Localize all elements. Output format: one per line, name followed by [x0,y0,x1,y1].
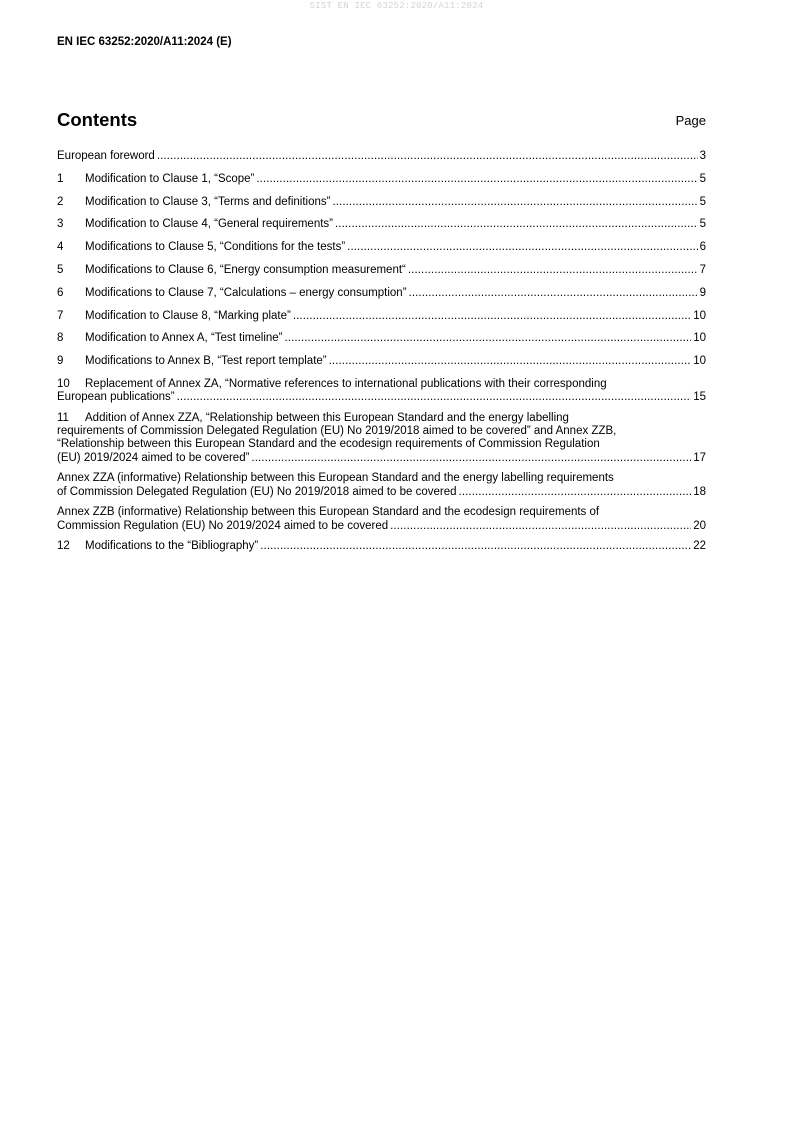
toc-entry-text: Modification to Annex A, “Test timeline” [85,332,283,345]
toc-entry-title [57,520,388,533]
toc-dot-leader [251,452,691,465]
toc-entry-number: 4 [57,241,64,254]
toc-entry-final-line [57,287,706,300]
toc-entry-title [57,355,327,368]
toc-entry-text-line [57,378,706,391]
toc-entry-title [57,486,457,499]
toc-entry-title [57,218,333,231]
toc-entry-final-line [57,391,706,404]
toc-entry-final-line [57,452,706,465]
table-of-contents [57,150,706,563]
toc-dot-leader [390,520,691,533]
toc-entry-number: 1 [57,172,64,185]
watermark-text: SIST EN IEC 63252:2020/A11:2024 [309,1,484,11]
toc-entry-text: European publications” [57,391,175,404]
toc-entry[interactable] [57,287,706,300]
toc-entry-title [57,391,175,404]
toc-entry-number: 7 [57,309,64,322]
toc-entry-title [57,310,291,323]
toc-entry-final-line [57,355,706,368]
toc-entry-text: Modifications to Clause 5, “Conditions for the tests” [85,241,346,254]
toc-entry[interactable] [57,218,706,231]
toc-entry-final-line [57,332,706,345]
toc-entry-title [57,332,283,345]
toc-entry[interactable] [57,264,706,277]
toc-page-number: 10 [693,355,706,368]
toc-dot-leader [329,355,692,368]
toc-dot-leader [177,391,692,404]
toc-entry[interactable] [57,378,706,404]
toc-entry-title [57,173,254,186]
toc-entry[interactable] [57,332,706,345]
toc-page-number: 5 [699,218,706,231]
toc-entry-final-line [57,540,706,553]
toc-entry-number: 8 [57,332,64,345]
toc-entry[interactable] [57,196,706,209]
toc-entry-title [57,452,249,465]
toc-dot-leader [285,332,692,345]
toc-entry-title [57,287,407,300]
toc-page-number: 10 [693,332,706,345]
toc-dot-leader [459,486,692,499]
toc-entry-text: “Relationship between this European Standard and the ecodesign requirements of Commission Regulation [57,438,600,451]
toc-page-number: 18 [693,485,706,498]
toc-dot-leader [347,241,697,254]
toc-entry-text: Annex ZZB (informative) Relationship between this European Standard and the ecodesign requirements of [57,506,600,519]
toc-entry-title [57,264,406,277]
toc-page-number: 22 [693,540,706,553]
toc-dot-leader [409,287,698,300]
toc-page-number: 5 [699,172,706,185]
toc-entry[interactable] [57,540,706,553]
toc-entry-text-line [57,506,706,519]
toc-entry-number: 5 [57,263,64,276]
toc-entry[interactable] [57,173,706,186]
toc-entry[interactable] [57,412,706,465]
toc-dot-leader [408,264,698,277]
toc-entry-text-line [57,425,706,438]
toc-entry-final-line [57,241,706,254]
toc-entry-text: Modification to Clause 3, “Terms and definitions” [85,195,331,208]
toc-page-column-label: Page [675,113,706,128]
toc-entry-title [57,241,345,254]
toc-entry[interactable] [57,310,706,323]
toc-dot-leader [157,150,698,163]
toc-entry-text: Modification to Clause 8, “Marking plate” [85,309,291,322]
toc-entry-final-line [57,486,706,499]
toc-entry-text-line [57,412,706,425]
toc-page-number: 15 [693,391,706,404]
toc-entry-text: Replacement of Annex ZA, “Normative references to international publications with their corresponding [85,377,607,390]
toc-entry-text: Modifications to Clause 6, “Energy consumption measurement“ [85,263,406,276]
toc-entry-number: 9 [57,355,64,368]
toc-dot-leader [256,173,697,186]
toc-title: Contents [57,109,138,130]
toc-entry-text: requirements of Commission Delegated Regulation (EU) No 2019/2018 aimed to be covered” and Annex ZZB, [57,425,617,438]
toc-entry-title [57,540,258,553]
toc-entry-text: Annex ZZA (informative) Relationship between this European Standard and the energy labelling requirements [57,472,614,485]
toc-entry-number: 2 [57,195,64,208]
toc-entry-final-line [57,150,706,163]
toc-entry-text: Modification to Clause 1, “Scope” [85,172,255,185]
toc-page-number: 9 [699,286,706,299]
toc-dot-leader [332,196,697,209]
document-identifier: EN IEC 63252:2020/A11:2024 (E) [57,36,232,48]
toc-dot-leader [293,310,691,323]
toc-page-number: 6 [699,241,706,254]
toc-entry[interactable] [57,241,706,254]
toc-entry-text: European foreword [57,150,155,162]
toc-entry-text: Modifications to the “Bibliography” [85,540,259,553]
toc-entry-title [57,150,155,163]
toc-entry-final-line [57,520,706,533]
toc-dot-leader [335,218,698,231]
toc-entry-number: 6 [57,286,64,299]
toc-page-number: 17 [693,451,706,464]
toc-entry-text: of Commission Delegated Regulation (EU) No 2019/2018 aimed to be covered [57,485,457,498]
toc-entry-text-line [57,472,706,485]
toc-page-number: 10 [693,309,706,322]
toc-page-number: 7 [699,263,706,276]
toc-entry-title [57,196,330,209]
toc-entry-text: Modifications to Annex B, “Test report template” [85,355,327,368]
toc-page-number: 20 [693,519,706,532]
toc-entry-final-line [57,310,706,323]
toc-entry-text: Addition of Annex ZZA, “Relationship between this European Standard and the energy labelling [85,411,569,424]
toc-entry[interactable] [57,355,706,368]
toc-entry-final-line [57,218,706,231]
toc-entry-text: (EU) 2019/2024 aimed to be covered” [57,451,250,464]
toc-entry-text: Commission Regulation (EU) No 2019/2024 aimed to be covered [57,519,389,532]
toc-entry-final-line [57,196,706,209]
toc-page-number: 3 [699,150,706,162]
toc-entry-text: Modifications to Clause 7, “Calculations – energy consumption” [85,286,407,299]
toc-entry[interactable] [57,472,706,498]
toc-entry[interactable] [57,506,706,532]
toc-entry-number: 3 [57,218,64,231]
toc-entry-text: Modification to Clause 4, “General requirements” [85,218,334,231]
toc-entry-number: 12 [57,540,70,553]
toc-header [57,109,706,133]
toc-entry-final-line [57,264,706,277]
toc-entry-number: 10 [57,377,70,390]
toc-page-number: 5 [699,195,706,208]
toc-entry-text-line [57,438,706,451]
toc-dot-leader [260,540,691,553]
toc-entry-number: 11 [57,411,69,424]
toc-entry[interactable] [57,150,706,163]
toc-entry-final-line [57,173,706,186]
